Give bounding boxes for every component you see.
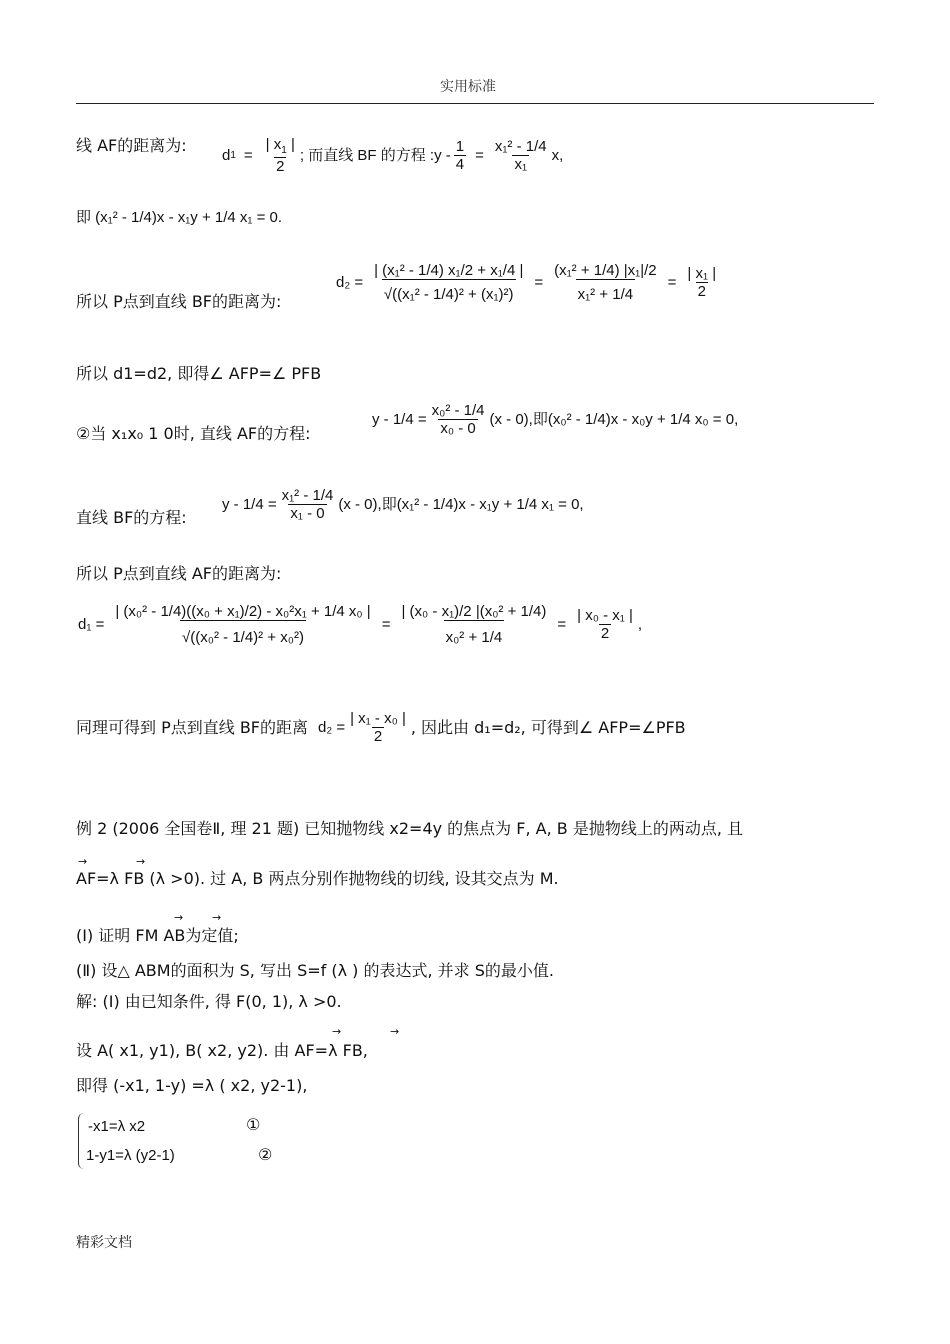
d2-symbol: d₂ = [336, 274, 364, 292]
fraction-1-over-4 [454, 138, 466, 174]
frac-num-sub: 1 [281, 145, 287, 156]
system-equation-1-mark: ① [246, 1115, 261, 1134]
vector-arrow-fb: → [136, 855, 146, 868]
formula-d1 [222, 136, 563, 175]
formula-af-line [372, 402, 738, 438]
frac-den: √((x₀² - 1/4)² + x₀²) [180, 620, 306, 646]
text-pre: 同理可得到 P点到直线 BF的距离 [76, 717, 309, 737]
text-tail: , 因此由 d₁=d₂, 可得到∠ AFP=∠PFB [410, 717, 686, 737]
frac-den: 2 [600, 625, 610, 643]
text-p-to-af: 所以 P点到直线 AF的距离为: [76, 564, 282, 583]
vector-arrow-fb-2: → [390, 1025, 400, 1038]
header-rule [76, 103, 874, 104]
system-equation-1: -x1=λ x2 [88, 1118, 146, 1135]
frac-den: x₀ - 0 [440, 420, 476, 438]
frac-num: | (x₁² - 1/4) x₁/2 + x₁/4 | [374, 262, 524, 279]
fraction-af-slope [430, 402, 487, 438]
frac-num: | x₁ - x₀ | [350, 710, 406, 727]
frac-den: 2 [276, 157, 285, 175]
system-equation-2: 1-y1=λ (y2-1) [86, 1147, 175, 1164]
formula-bf-line-equation: 即 (x₁² - 1/4)x - x₁y + 1/4 x₁ = 0. [76, 209, 283, 226]
question-2: (Ⅱ) 设△ ABM的面积为 S, 写出 S=f (λ ) 的表达式, 并求 S的最小值. [76, 961, 554, 980]
frac-den: 2 [697, 283, 706, 301]
vector-arrow-ab: → [212, 911, 222, 924]
d1-symbol: d₁ = [78, 616, 105, 634]
solution-line-3: 即得 (-x1, 1-y) =λ ( x2, y2-1), [76, 1076, 308, 1095]
formula-d1-case2 [78, 603, 642, 647]
formula-lhs: y - 1/4 = [222, 496, 277, 514]
formula-lhs: y - 1/4 = [372, 411, 427, 429]
solution-line-2: 设 A( x1, y1), B( x2, y2). 由 AF=λ FB, [76, 1041, 368, 1060]
fraction-d1-first [113, 603, 372, 647]
text-case-2-af: ②当 x₁x₀ 1 0时, 直线 AF的方程: [76, 424, 311, 443]
frac-num: (x₁² + 1/4) |x₁|/2 [554, 262, 657, 279]
frac-num: | x₀ - x₁ | [577, 607, 633, 624]
page-header-title: 实用标准 [440, 79, 496, 95]
frac-den: x₁ [514, 155, 527, 173]
eq-sign: = [534, 274, 544, 292]
eq-sign: = [475, 146, 484, 164]
fraction-d2-similar [348, 710, 408, 746]
solution-line-1: 解: (Ⅰ) 由已知条件, 得 F(0, 1), λ >0. [76, 992, 342, 1011]
fraction-d2-second [552, 262, 659, 304]
fraction-x1-over-2 [264, 136, 297, 175]
formula-tail: (x - 0),即(x₀² - 1/4)x - x₀y + 1/4 x₀ = 0, [489, 411, 739, 429]
frac-num: x₁² - 1/4 [281, 487, 334, 504]
eq-sign: = [557, 616, 567, 634]
frac-num: | (x₀ - x₁)/2 |(x₀² + 1/4) [401, 603, 547, 620]
eq-sign: = [381, 616, 391, 634]
text-line-p-to-bf: 所以 P点到直线 BF的距离为: [76, 292, 282, 311]
d1-symbol: d [222, 146, 231, 164]
frac-den: x₁ - 0 [290, 505, 325, 523]
frac-den: 4 [455, 155, 465, 173]
frac-den: x₁² + 1/4 [576, 279, 636, 303]
formula-tail: , [637, 616, 643, 634]
text-similar-d2 [76, 710, 686, 746]
text-conclusion-d1-d2: 所以 d1=d2, 即得∠ AFP=∠ PFB [76, 364, 322, 383]
example-2-statement: 例 2 (2006 全国卷Ⅱ, 理 21 题) 已知抛物线 x2=4y 的焦点为 F, A, B 是抛物线上的两动点, 且 [76, 819, 743, 838]
question-1: (Ⅰ) 证明 FM AB为定值; [76, 926, 239, 945]
frac-num: x₁² - 1/4 [494, 137, 547, 155]
frac-num: | (x₀² - 1/4)((x₀ + x₁)/2) - x₀²x₁ + 1/4 x₀ | [115, 603, 371, 620]
page-footer-text: 精彩文档 [76, 1235, 132, 1251]
frac-den: 2 [373, 728, 383, 746]
frac-num-end: | [286, 136, 295, 153]
frac-num: | x [265, 136, 282, 153]
formula-d2 [336, 262, 721, 304]
vector-arrow-af-2: → [332, 1025, 342, 1038]
fraction-d2-first [372, 262, 525, 304]
system-equation-2-mark: ② [258, 1145, 273, 1164]
d1-sub: 1 [230, 149, 236, 161]
eq-sign: = [243, 146, 253, 164]
fraction-bf-slope [493, 138, 549, 174]
fraction-bf-slope-2 [280, 487, 336, 523]
fraction-d2-result [685, 265, 718, 301]
vector-arrow-af: → [78, 855, 88, 868]
text-bf-equation-label: 直线 BF的方程: [76, 508, 187, 527]
formula-bf-line [222, 487, 584, 523]
vector-arrow-fm: → [174, 911, 184, 924]
frac-num: 1 [455, 137, 465, 155]
text-line-af-distance-label: 线 AF的距离为: [76, 136, 187, 155]
eq-sign: = [667, 274, 677, 292]
fraction-d1-result [575, 607, 635, 643]
example-2-condition: AF=λ FB (λ >0). 过 A, B 两点分别作抛物线的切线, 设其交点为 M. [76, 869, 559, 888]
frac-den: x₀² + 1/4 [444, 620, 505, 646]
frac-num: x₀² - 1/4 [431, 402, 485, 419]
frac-den: √((x₁² - 1/4)² + (x₁)²) [382, 279, 516, 303]
frac-num: | x₁ | [687, 265, 717, 282]
d2-symbol: d₂ = [318, 719, 346, 737]
formula-tail: (x - 0),即(x₁² - 1/4)x - x₁y + 1/4 x₁ = 0, [338, 496, 584, 514]
formula-tail: x, [551, 146, 564, 164]
bf-equation-text: ; 而直线 BF 的方程 :y - [299, 146, 451, 164]
fraction-d1-second [399, 603, 548, 647]
